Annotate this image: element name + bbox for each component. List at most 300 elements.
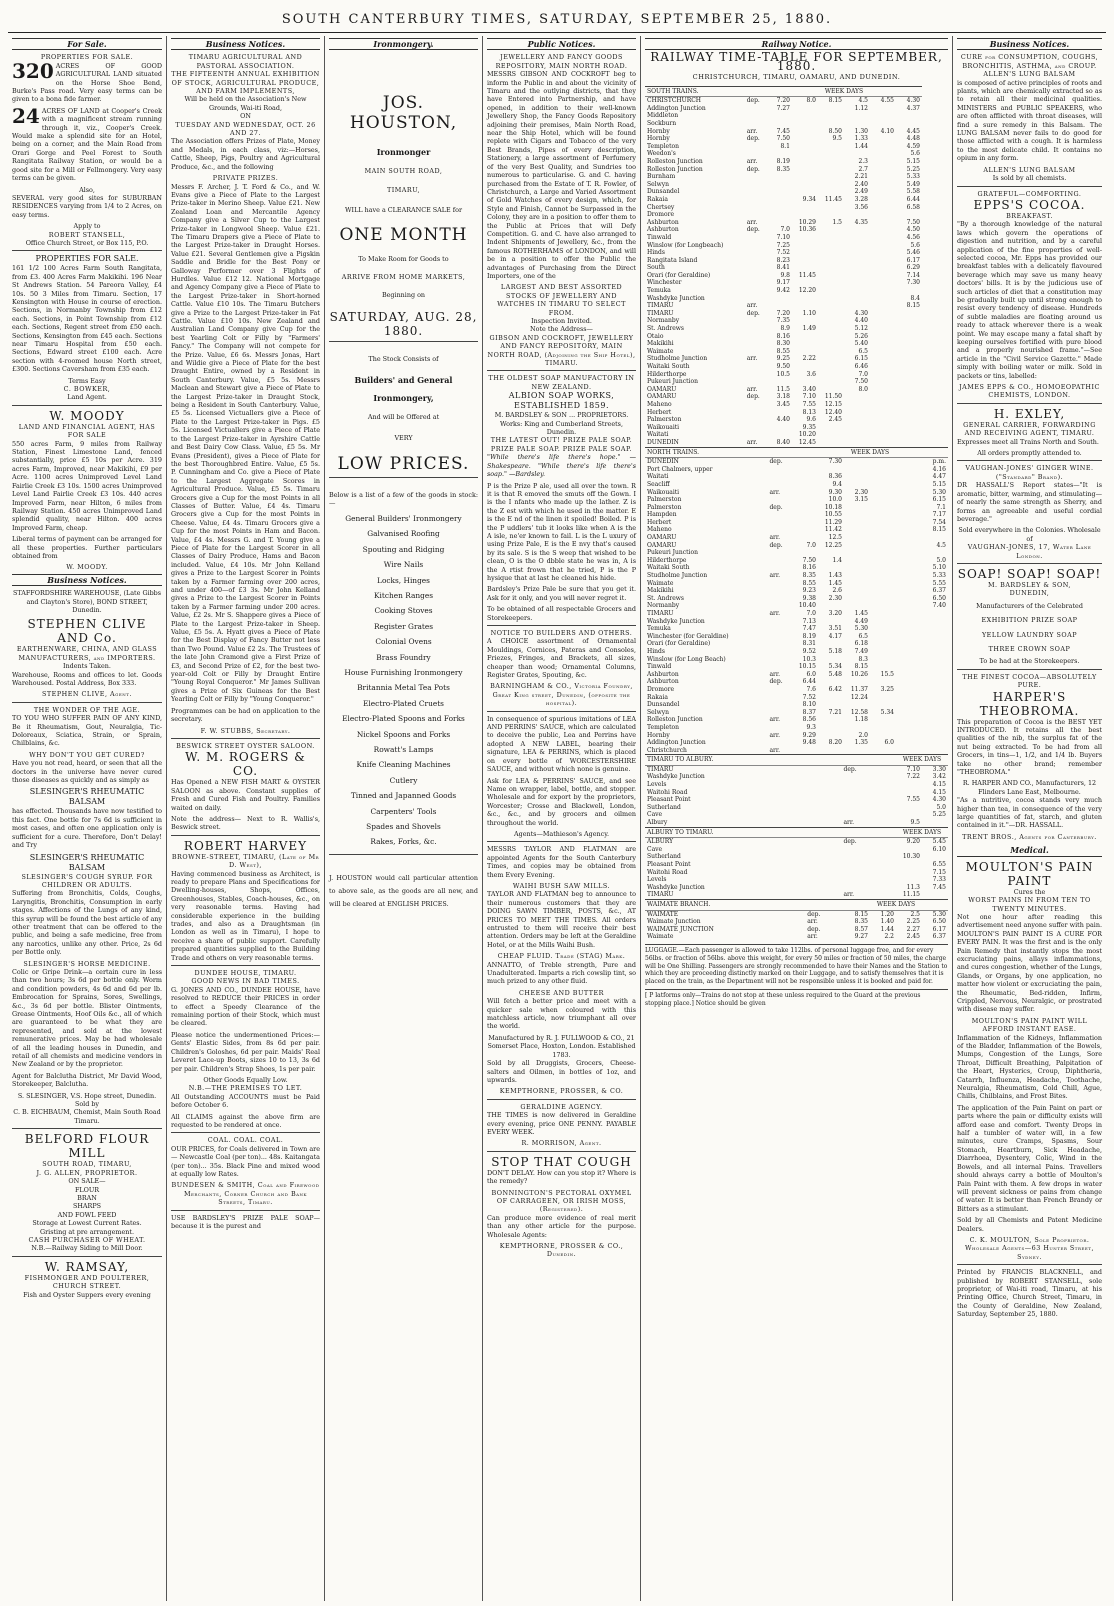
train-time: 7.20 [776, 97, 790, 105]
train-time: 7.30 [828, 458, 842, 466]
ad-line: M. BARDSLEY & SON ... PROPRIETORS. [494, 411, 629, 420]
ad-line: ON SALE— [68, 1177, 106, 1186]
train-time: 7.55 [802, 400, 816, 408]
train-time [870, 211, 896, 219]
train-time [818, 424, 844, 432]
train-time: 6.50 [932, 594, 946, 602]
train-time [818, 439, 844, 447]
arr-dep [745, 249, 766, 257]
train-time: 7.0 [858, 370, 868, 378]
train-time [870, 610, 896, 618]
train-time [766, 219, 792, 227]
arr-dep [745, 287, 766, 295]
train-time [870, 701, 896, 709]
train-time [870, 112, 896, 120]
train-time [844, 120, 870, 128]
timetable-section-header [645, 827, 948, 838]
arr-dep [767, 633, 792, 641]
train-time [922, 287, 948, 295]
arr-dep [745, 431, 766, 439]
timetable-row [645, 302, 948, 310]
station-name: Hornby [647, 731, 670, 739]
station-name: Makikihi [647, 340, 674, 348]
column-2 [166, 36, 324, 1601]
train-time: 3.18 [776, 393, 790, 401]
train-time: 7.22 [906, 773, 920, 781]
train-time: 5.48 [828, 670, 842, 678]
arr-dep: arr. [807, 933, 818, 941]
train-time [870, 519, 896, 527]
timetable-row [645, 473, 948, 481]
train-time [844, 272, 870, 280]
train-time: 4.55 [880, 97, 894, 105]
arr-dep: dep. [746, 309, 760, 317]
train-time [766, 302, 792, 310]
train-time [844, 234, 870, 242]
timetable-row [645, 504, 948, 512]
train-time [818, 317, 844, 325]
train-time [792, 158, 818, 166]
timetable-row [645, 295, 948, 303]
train-time [870, 466, 896, 474]
train-time: 6.58 [906, 203, 920, 211]
train-time: 5.26 [854, 332, 868, 340]
timetable-row [645, 97, 948, 105]
ad-title: PROPERTIES FOR SALE. [35, 254, 139, 264]
train-time: 9.52 [802, 647, 816, 655]
train-time [818, 549, 844, 557]
train-time [922, 663, 948, 671]
arr-dep: arr. [769, 746, 781, 754]
arr-dep [745, 424, 766, 432]
timetable-row [645, 918, 948, 926]
train-time [896, 747, 922, 755]
ad-title: EPPS'S COCOA. [973, 197, 1086, 212]
train-time: 9.5 [832, 135, 842, 143]
station-name: Waitati [647, 473, 669, 481]
ad-line: Is sold by all chemists. [992, 174, 1067, 183]
train-time: 9.38 [802, 594, 816, 602]
arr-dep [767, 557, 792, 565]
station-name: Dunsandel [647, 188, 680, 196]
divider [957, 460, 1102, 461]
train-time: 5.55 [932, 579, 946, 587]
train-time: 4.15 [932, 781, 946, 789]
ad-line: Gristing at pre arrangement. [40, 1227, 134, 1236]
train-time: 5.45 [932, 838, 946, 846]
train-time [896, 439, 922, 447]
ad-body: ANNATTO, of Treble strength, Pure and Unadulterated. Imparts a rich cowslip tint, so much prized to any other fluid. [487, 960, 636, 986]
timetable-south [645, 86, 948, 447]
train-time [896, 648, 922, 656]
arr-dep [767, 648, 792, 656]
ad-body: In consequence of spurious imitations of LEA AND PERRINS' SAUCE, which are calculated to deceive the public, Lea and Perrins have adopted A NEW LABEL, bearing their signature, LEA & PERRINS, which is placed on every bottle of WORCESTERSHIRE SAUCE, and without which none is genuine. [487, 714, 636, 774]
arr-dep: arr. [769, 731, 781, 739]
station-name: Winchester [647, 279, 682, 287]
ad-title: DUNDEE HOUSE, TIMARU. [194, 969, 297, 978]
train-time [922, 633, 948, 641]
train-time: 8.15 [854, 663, 868, 671]
train-time [896, 694, 922, 702]
train-time: 5.18 [828, 647, 842, 655]
arr-dep: dep. [746, 97, 760, 105]
train-time: 6.46 [854, 363, 868, 370]
train-time: 8.0 [806, 97, 816, 105]
timetable-row [645, 671, 948, 679]
timetable-row [645, 226, 948, 234]
ad-title: SLESINGER'S COUGH SYRUP. FOR CHILDREN OR ADULTS. [21, 872, 153, 889]
columns [8, 36, 1106, 1601]
ad-subtitle: THREE CROWN SOAP [988, 644, 1071, 653]
train-time [792, 504, 818, 512]
arr-dep [745, 188, 766, 196]
train-time [896, 473, 922, 481]
train-time [870, 595, 896, 603]
train-time: 10.0 [828, 496, 842, 504]
arr-dep [745, 257, 766, 265]
ad-line: AND FOWL FEED [57, 1210, 117, 1219]
train-time: 7.50 [854, 378, 868, 386]
train-time: 6.44 [906, 195, 920, 203]
timetable-row [645, 884, 948, 892]
train-time [870, 378, 896, 386]
arr-dep [745, 234, 766, 242]
train-time: 4.30 [854, 309, 868, 317]
station-name: Normanby [647, 602, 680, 610]
station-name: Ashburton [647, 678, 679, 686]
divider [487, 841, 636, 842]
station-name: Rolleston Junction [647, 157, 703, 165]
train-time: 4.47 [932, 473, 946, 481]
train-time [818, 640, 844, 648]
ad-line: SOUTH ROAD, TIMARU, [42, 1160, 132, 1169]
train-time: 3.42 [932, 773, 946, 781]
train-time: 9.3 [806, 723, 816, 731]
train-time: 12.58 [850, 708, 868, 716]
train-time: 7.50 [776, 135, 790, 143]
ad-line: Storage at Lowest Current Rates. [32, 1219, 142, 1228]
train-time [792, 302, 818, 310]
train-time: 7.6 [806, 685, 816, 693]
arr-dep [841, 804, 896, 812]
train-time: 8.19 [802, 632, 816, 640]
arr-dep [745, 416, 766, 424]
train-time: 7.15 [932, 868, 946, 876]
arr-dep: arr. [746, 127, 758, 135]
train-time [792, 519, 818, 527]
section-label: WEEK DAYS [896, 827, 948, 838]
train-time [870, 386, 896, 394]
train-time [792, 242, 818, 250]
timetable-row [645, 694, 948, 702]
printer-imprint: Printed by FRANCIS BLACKNELL, and published by ROBERT STANSELL, sole proprietor, of Wai-iti road, Timaru, at his Printing Office, Church Street, Timaru, in the County of Geraldine, New Zealand, Saturday, September 25, 1880. [957, 1268, 1102, 1319]
ad-body: "By a thorough knowledge of the natural laws which govern the operations of digestion and nutrition, and by a careful application of the fine properties of well-selected cocoa, Mr. Epps has provided our breakfast tables with a delicately flavoured beverage which may save us many heavy doctors' bills. It is by the judicious use of such articles of diet that a constitution may be gradually built up until strong enough to resist every tendency of disease. Hundreds of subtle maladies are floating around us ready to attack wherever there is a weak point. We may escape many a fatal shaft by keeping ourselves fortified with pure blood and a properly nourished frame."—See article in the "Civil Service Gazette." Made simply with boiling water or milk. Sold in packets or tins, labelled: [957, 220, 1102, 380]
station-name: TIMARU [647, 309, 674, 317]
train-time [896, 416, 922, 424]
ad-line: Also, [79, 185, 95, 194]
train-time [766, 150, 792, 158]
train-time [870, 302, 896, 310]
column-5-railway [640, 36, 952, 1601]
ad-subtitle: Ironmongery, [373, 393, 434, 404]
station-name: Addington Junction [647, 104, 706, 112]
train-time: 10.5 [776, 370, 790, 378]
agent-name: STEPHEN CLIVE, Agent. [42, 690, 132, 699]
train-time [818, 242, 844, 250]
arr-dep: dep. [843, 765, 857, 773]
train-time: 9.6 [806, 416, 816, 424]
timetable-row [645, 869, 948, 877]
train-time: 7.49 [854, 647, 868, 655]
train-time [896, 876, 922, 884]
divider [12, 250, 162, 251]
train-time: 2.5 [910, 910, 920, 918]
train-time: 2.7 [858, 165, 868, 173]
ad-title: W. M. ROGERS & CO. [185, 750, 306, 779]
ad-line: To Make Room for Goods to [358, 254, 449, 263]
train-time: 4.10 [880, 127, 894, 135]
ad-title: W. RAMSAY, [44, 1259, 130, 1274]
train-time [870, 587, 896, 595]
train-time: 5.49 [906, 180, 920, 188]
ad-body: Inflammation of the Kidneys, Inflammation of the Bladder, Inflammation of the Bowels, Mumps, Congestion of the Lungs, Sore Throat, Difficult Breathing, Palpitation of the Heart, Hysterics, Croup, Diphtheria, Catarrh, Influenza, Headache, Toothache, Neuralgia, Rheumatism, Cold Chill, Ague, Chills, Chilblains, and Frost Bites. [957, 1033, 1102, 1101]
ad-line: The Stock Consists of [368, 354, 439, 363]
arr-dep [767, 701, 792, 709]
agent-name: J. G. ALLEN, PROPRIETOR. [36, 1168, 138, 1177]
train-time: 4.15 [932, 788, 946, 796]
ad-line: Manufacturers of the Celebrated [976, 601, 1083, 610]
train-time [818, 363, 844, 371]
train-time [896, 534, 922, 542]
train-time: 5.0 [936, 556, 946, 564]
train-time [896, 481, 922, 489]
train-time [870, 526, 896, 534]
train-time: 8.15 [906, 302, 920, 310]
train-time [792, 549, 818, 557]
divider [957, 186, 1102, 187]
train-time [870, 257, 896, 265]
divider [487, 1151, 636, 1152]
train-time [896, 686, 922, 694]
train-time: 8.36 [828, 473, 842, 481]
station-name: Tinwald [647, 233, 672, 241]
ad-body: A CHOICE assortment of Ornamental Mouldings, Cornices, Pateras and Consoles, Friezes, Fringes, and Brackets, all sizes, cheaper than wood; Ornamental Columns, Register Grates, Spouting, &c. [487, 637, 636, 680]
ad-line: WHY DON'T YOU GET CURED? [29, 750, 145, 759]
train-time [896, 701, 922, 709]
ad-title: PROPERTIES FOR SALE. [40, 53, 134, 62]
ad-subtitle: PRIVATE PRIZES. [212, 174, 279, 183]
train-time: 7.25 [776, 241, 790, 249]
timetable-row [645, 466, 948, 474]
train-time [818, 701, 844, 709]
luggage-notice: LUGGAGE.—Each passenger is allowed to take 112lbs. of personal luggage free, and for every 56lbs. or fraction of 56lbs. above this weight, for every 50 miles or fraction of 50 miles, the charge will be One Shilling. Passengers are strongly recommended to have their Names and the Station to which they are proceeding distinctly marked on their Luggage, and to satisfy themselves that it is placed on the train, as the Department will not be responsible unless it is booked and paid for. [645, 944, 948, 986]
timetable-north [645, 447, 948, 755]
station-name: Sutherland [647, 803, 681, 811]
train-time [844, 431, 870, 439]
train-time: 11.15 [902, 891, 920, 899]
station-name: Addington Junction [647, 739, 706, 747]
ad-title: WAIHI BUSH SAW MILLS. [512, 881, 611, 890]
train-time: 4.50 [906, 226, 920, 234]
ad-body: Messrs F. Archer, J. T. Ford & Co., and W. Evans give a Piece of Plate to the Largest Prize-taker in Merino Sheep. Value £21. New Zealand Loan and Mercantile Agency Company give a Silver Cup to the Largest Prize-taker in Longwool Sheep. Value £21. The Timaru Drapers give a Piece of Plate to the Largest Prize-taker in Draught Horses. Value £21. Several Gentlemen give a Pigskin Saddle and Bridle for the Best Pony or Galloway Performer over 3 Flights of Hurdles. Value £12 12. National Mortgage and Agency Company give a Piece of Plate to the Largest Prize-taker in Short-horned Cattle. Value £10 10s. The Timaru Butchers give a Prize to the Largest Prize-taker in Fat Cattle. Value £10 10s. New Zealand and Australian Land Company give Cup for the best Yearling Colt or Filly by "Farmers' Fancy." The Company will not compete for the Prize. Value, £6 6s. Messrs Jonas, Hart and Wildie give a Piece of Plate for the best Draught Entire, owned by a Resident in South Canterbury. Value, £5 5s. Messrs Maclean and Stewart give a Piece of Plate to the Largest Prize-taker in Draught Stock, being a Resident in South Canterbury. Value, £5 5s. Licensed Victuallers give a Piece of Plate to the Largest Prize-taker in Pigs. £5 5s. Licensed Victuallers give a Piece of Plate to the Largest Prize-taker in Ayrshire Cattle and Best Dairy Cow Class. Value, £5 5s. Mr Evans (President), gives a Piece of Plate for the best Thoroughbred Entire. Value, £5 5s. P. Cunningham and Co. give a Piece of Plate to the Largest Aggregate Scores in Agricultural Produce. Value, £5 5s. Timaru Grocers give a Cup for the most Points in all Classes of Butter. Value, £4 4s. Timaru Grocers give a Cup for the most Points in Cheese. Value, £4 4s. Timaru Grocers give a Cup for the most Points in Ham and Bacon. Value, £4 4s. Messrs G. and T. Young give a Piece of Plate for the Largest Scorer in all Classes of Dairy Produce, Hams and Bacon included. Value, £4 10s. Mr John Kelland gives a Prize to the Largest Scorer in Points taken by a Farmer farming over 200 acres, and under 400—of £3 3s. Mr John Kelland gives a Prize to the Largest Scorer in Points taken by a Farmer farming under 200 acres. Value, £2 2s. Mr S. Shappere gives a Piece of Plate to the Largest Prize-taker in Sheep. Value, £5 5s. A. Hyatt gives a Piece of Plate for the Best Display of Fancy Butter not less than Two Pound. Value £2 2s. The Trustees of the late John Cramond give a First Prize of £3, and Second Prize of £2, for the best two-year-old Colt or Filly by Draught Entire "Young Royal Conqueror." Mr James Sullivan gives a Prize of Six Guineas for the Best Yearling Colt or Filly by "Young Conqueror." [171, 182, 320, 704]
arr-dep: arr. [769, 716, 781, 724]
ad-title: BELFORD FLOUR MILL [24, 1132, 150, 1161]
timetable-row [645, 891, 948, 899]
train-time: 6.44 [802, 678, 816, 686]
timetable-row [645, 112, 948, 120]
station-name: Temuka [647, 625, 671, 633]
timetable-row [645, 526, 948, 534]
train-time [896, 348, 922, 356]
ad-body: Warehouse, Rooms and offices to let. Goods Warehoused. Postal Address, Box 333. [12, 670, 162, 687]
train-time: 3.15 [854, 496, 868, 504]
station-name: Hampden [647, 511, 677, 519]
train-time: 7.0 [806, 541, 816, 549]
station-name: Herbert [647, 518, 672, 526]
train-time [896, 431, 922, 439]
train-time [818, 287, 844, 295]
train-time: 4.30 [932, 796, 946, 804]
train-time [870, 120, 896, 128]
train-time: 9.20 [906, 838, 920, 846]
arr-dep [767, 663, 792, 671]
train-time: 8.13 [802, 408, 816, 416]
agent-name: GIBSON AND COCKROFT, JEWELLERY AND FANCY REPOSITORY, MAIN NORTH ROAD, (Adjoining the Ship Hotel), TIMARU. [487, 333, 636, 368]
agent-name: C. BOWKER, [63, 385, 111, 394]
train-time [766, 409, 792, 417]
train-time [844, 150, 870, 158]
timetable-row [645, 789, 948, 797]
train-time: 11.37 [850, 685, 868, 693]
train-time [922, 656, 948, 664]
train-time [844, 257, 870, 265]
train-time [870, 143, 896, 151]
ad-body: TO YOU WHO SUFFER PAIN OF ANY KIND, Be it Rheumatism, Gout, Neuralgia, Tic-Doloreaux, Sciatica, Strain, or Sprain, Chilblains, &c. [12, 714, 162, 748]
train-time: 1.44 [880, 925, 894, 933]
timetable-row [645, 732, 948, 740]
ad-body: Ask for LEA & PERRINS' SAUCE, and see Name on wrapper, label, bottle, and stopper. Wholesale and for export by the proprietors, Worcester; Crosse and Blackwell, London, &c., &c., and by grocers and oilmen throughout the world. [487, 776, 636, 827]
agent-name: VAUGHAN-JONES, 17, Water Lane London. [967, 543, 1092, 560]
train-time [818, 716, 844, 724]
train-time [792, 264, 818, 272]
train-time [792, 333, 818, 341]
arr-dep: dep. [769, 503, 783, 511]
train-time: 4.5 [858, 97, 868, 105]
train-time [844, 595, 870, 603]
station-name: Maheno [647, 526, 672, 534]
arr-dep [745, 340, 766, 348]
station-name: Burnham [647, 173, 676, 181]
ad-body: Liberal terms of payment can be arranged for all these properties. Further particulars obtained from [12, 535, 162, 560]
ad-date: TUESDAY AND WEDNESDAY, OCT. 26 AND 27. [175, 120, 316, 138]
train-time: 5.30 [932, 910, 946, 918]
train-time [896, 595, 922, 603]
station-name: Ashburton [647, 218, 679, 226]
timetable-section-header [645, 899, 948, 910]
goods-item: Rakes, Forks, &c. [370, 837, 437, 847]
arr-dep [745, 242, 766, 250]
ad-title: SOAP! SOAP! SOAP! [957, 566, 1102, 581]
divider [171, 1132, 320, 1133]
train-time [870, 158, 896, 166]
train-time: 5.34 [828, 663, 842, 671]
station-name: Hilderthorpe [647, 556, 687, 564]
train-time [896, 287, 922, 295]
arr-dep [841, 789, 896, 797]
platform-notice: [ P latforms only—Trains do not stop at these unless required to the Guard at the previous stopping place.] Notice should be given [645, 989, 948, 1008]
timetable-row [645, 158, 948, 166]
station-name: Maheno [647, 400, 672, 408]
station-name: Pukeuri Junction [647, 549, 698, 557]
train-time [870, 640, 896, 648]
train-time [792, 363, 818, 371]
train-time [870, 355, 896, 363]
station-name: Waitohi Road [647, 868, 688, 876]
ad-line: Beginning on [381, 291, 426, 300]
train-time: 5.46 [906, 249, 920, 257]
train-time [870, 234, 896, 242]
ad-title: GERALDINE AGENCY. [520, 1102, 603, 1111]
timetable-row [645, 587, 948, 595]
timetable-row [645, 686, 948, 694]
goods-item: Rowatt's Lamps [373, 744, 434, 754]
train-time: 15.5 [880, 670, 894, 678]
train-time [922, 819, 948, 827]
timetable-section-header [645, 86, 948, 97]
train-time: 7.14 [906, 271, 920, 279]
train-time [818, 378, 844, 386]
goods-item: Spouting and Ridging [362, 544, 445, 554]
train-time: 7.50 [906, 218, 920, 226]
train-time [870, 196, 896, 204]
goods-item: Knife Cleaning Machines [356, 760, 451, 770]
train-time: 7.20 [776, 309, 790, 317]
station-name: Tinwald [647, 663, 672, 671]
arr-dep: arr. [769, 488, 781, 496]
ad-line: Works: King and Cumberland Streets, Dunedin. [499, 419, 623, 437]
train-time: 2.30 [828, 594, 842, 602]
train-time [818, 112, 844, 120]
train-time [896, 732, 922, 740]
arr-dep: arr. [843, 891, 855, 899]
train-time [922, 549, 948, 557]
train-time: 7.35 [776, 317, 790, 325]
ad-title: SLESINGER'S HORSE MEDICINE. [23, 959, 151, 968]
column-1 [8, 36, 166, 1601]
station-name: Templeton [647, 723, 679, 731]
arr-dep [767, 739, 792, 747]
train-time [818, 302, 844, 310]
station-name: Washdyke Junction [647, 883, 705, 891]
train-time [896, 386, 922, 394]
station-name: Waitohi Road [647, 788, 688, 796]
train-time: 10.15 [798, 663, 816, 671]
arr-dep: arr. [746, 385, 758, 393]
timetable-row [645, 602, 948, 610]
divider [171, 965, 320, 966]
train-time: 4.37 [906, 104, 920, 112]
station-name: Waimate [647, 933, 674, 941]
train-time [870, 504, 896, 512]
section-label: ALBURY TO TIMARU. [645, 827, 896, 838]
goods-item: Wire Nails [383, 560, 424, 570]
train-time: 1.12 [854, 104, 868, 112]
station-name: Waikouaiti [647, 423, 680, 431]
station-name: Waitaki South [647, 564, 690, 572]
train-time [844, 242, 870, 250]
train-time [896, 393, 922, 401]
train-time: 5.6 [910, 241, 920, 249]
